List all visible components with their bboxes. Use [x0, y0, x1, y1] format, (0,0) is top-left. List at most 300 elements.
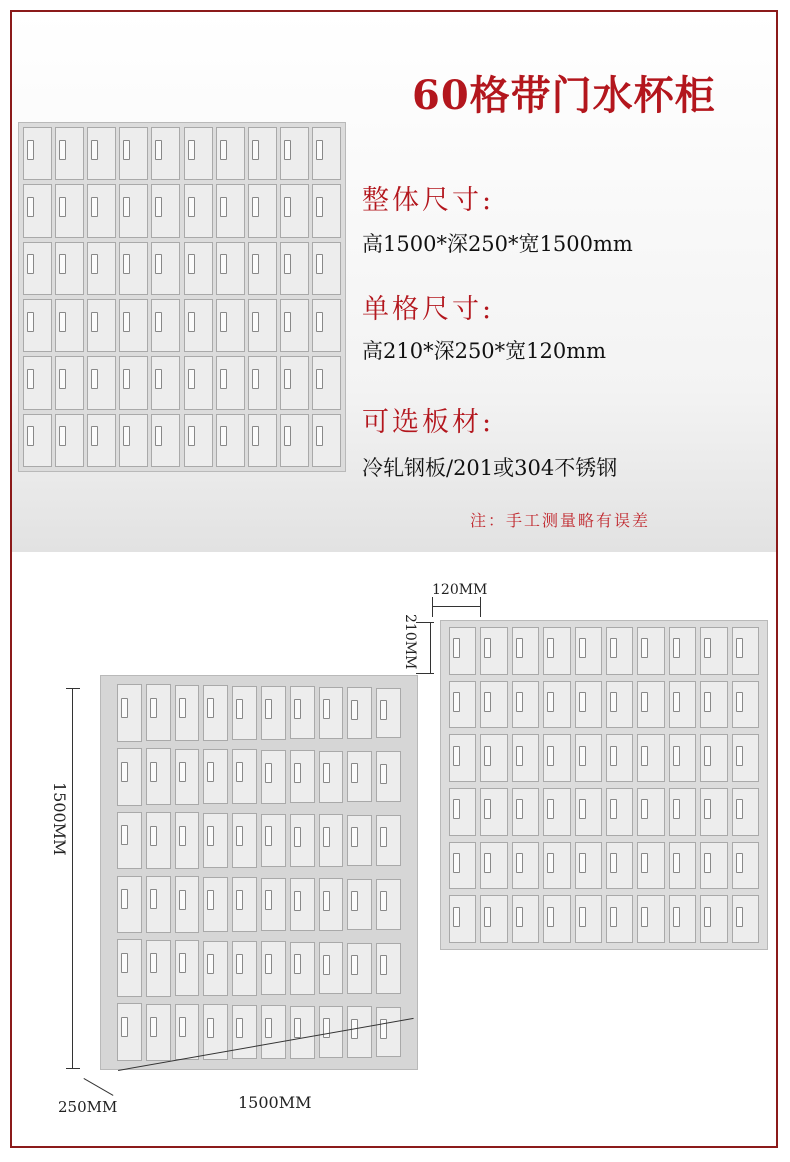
locker-door — [637, 788, 664, 836]
door-handle-icon — [236, 826, 243, 846]
locker-door — [117, 748, 142, 806]
door-handle-icon — [236, 954, 243, 974]
locker-door — [184, 414, 213, 467]
door-handle-icon — [59, 197, 66, 217]
locker-door — [248, 356, 277, 409]
door-handle-icon — [155, 140, 162, 160]
door-handle-icon — [316, 369, 323, 389]
door-handle-icon — [610, 799, 617, 819]
locker-door — [449, 627, 476, 675]
locker-door — [669, 627, 696, 675]
door-handle-icon — [121, 762, 128, 782]
door-handle-icon — [673, 799, 680, 819]
door-handle-icon — [516, 853, 523, 873]
locker-door — [543, 734, 570, 782]
door-handle-icon — [27, 254, 34, 274]
door-handle-icon — [484, 853, 491, 873]
locker-door — [480, 842, 507, 890]
door-handle-icon — [323, 699, 330, 719]
locker-door — [700, 788, 727, 836]
locker-door — [146, 940, 171, 997]
door-handle-icon — [610, 692, 617, 712]
locker-door — [512, 842, 539, 890]
locker-door — [55, 242, 84, 295]
door-handle-icon — [265, 699, 272, 719]
locker-door — [175, 876, 200, 932]
locker-door — [732, 895, 759, 943]
door-handle-icon — [252, 254, 259, 274]
locker-door — [280, 184, 309, 237]
door-handle-icon — [351, 700, 358, 720]
door-handle-icon — [736, 907, 743, 927]
spec-label-material: 可选板材: — [362, 407, 495, 438]
door-handle-icon — [316, 312, 323, 332]
door-handle-icon — [207, 890, 214, 910]
door-handle-icon — [453, 746, 460, 766]
locker-door — [512, 788, 539, 836]
door-handle-icon — [284, 254, 291, 274]
door-handle-icon — [252, 140, 259, 160]
door-handle-icon — [579, 799, 586, 819]
height-line — [72, 688, 73, 1068]
door-handle-icon — [220, 426, 227, 446]
door-handle-icon — [121, 698, 128, 718]
locker-door — [117, 684, 142, 742]
door-handle-icon — [236, 762, 243, 782]
door-handle-icon — [351, 763, 358, 783]
door-handle-icon — [673, 746, 680, 766]
locker-door — [146, 1004, 171, 1061]
door-handle-icon — [91, 197, 98, 217]
locker-door — [117, 812, 142, 870]
locker-door — [575, 681, 602, 729]
door-handle-icon — [188, 254, 195, 274]
locker-door — [203, 877, 228, 932]
locker-door — [119, 242, 148, 295]
locker-door — [347, 1006, 372, 1057]
door-handle-icon — [484, 799, 491, 819]
door-handle-icon — [547, 799, 554, 819]
door-handle-icon — [579, 853, 586, 873]
locker-door — [280, 356, 309, 409]
locker-door — [117, 1003, 142, 1061]
door-handle-icon — [252, 369, 259, 389]
door-handle-icon — [121, 889, 128, 909]
locker-door — [232, 877, 257, 932]
measurement-note: 注：手工测量略有误差 — [470, 511, 651, 530]
door-handle-icon — [121, 825, 128, 845]
locker-door — [606, 788, 633, 836]
door-handle-icon — [123, 426, 130, 446]
door-handle-icon — [547, 638, 554, 658]
cell-width-tick-left — [432, 597, 433, 617]
locker-door — [216, 184, 245, 237]
locker-door — [119, 299, 148, 352]
depth-label: 250MM — [58, 1098, 118, 1116]
door-handle-icon — [547, 746, 554, 766]
door-handle-icon — [252, 312, 259, 332]
locker-door — [543, 627, 570, 675]
locker-door — [117, 876, 142, 934]
door-handle-icon — [236, 1018, 243, 1038]
locker-door — [216, 299, 245, 352]
locker-door — [175, 940, 200, 996]
door-handle-icon — [265, 826, 272, 846]
locker-door — [203, 685, 228, 740]
height-tick-bottom — [66, 1068, 80, 1069]
locker-door — [480, 734, 507, 782]
locker-door — [248, 299, 277, 352]
locker-door — [732, 681, 759, 729]
locker-door — [319, 687, 344, 739]
cell-height-tick-top — [416, 622, 434, 623]
door-handle-icon — [323, 1018, 330, 1038]
door-handle-icon — [316, 140, 323, 160]
door-handle-icon — [252, 426, 259, 446]
locker-door — [376, 815, 401, 866]
door-handle-icon — [59, 369, 66, 389]
door-handle-icon — [265, 890, 272, 910]
door-handle-icon — [59, 312, 66, 332]
door-handle-icon — [484, 907, 491, 927]
locker-door — [312, 356, 341, 409]
door-handle-icon — [155, 369, 162, 389]
locker-door — [347, 879, 372, 930]
locker-door — [184, 127, 213, 180]
locker-door — [700, 842, 727, 890]
door-handle-icon — [453, 692, 460, 712]
door-handle-icon — [673, 853, 680, 873]
door-handle-icon — [704, 746, 711, 766]
locker-door — [203, 941, 228, 996]
cabinet-front-view — [18, 122, 346, 472]
locker-door — [87, 299, 116, 352]
door-handle-icon — [284, 197, 291, 217]
locker-door — [232, 749, 257, 804]
locker-door — [637, 734, 664, 782]
locker-door — [184, 299, 213, 352]
door-handle-icon — [351, 891, 358, 911]
height-label: 1500MM — [50, 782, 69, 856]
locker-door — [203, 749, 228, 804]
locker-door — [543, 895, 570, 943]
locker-door — [543, 788, 570, 836]
locker-door — [290, 1006, 315, 1059]
door-handle-icon — [380, 764, 387, 784]
door-handle-icon — [351, 955, 358, 975]
door-handle-icon — [294, 699, 301, 719]
door-handle-icon — [91, 312, 98, 332]
locker-door — [55, 184, 84, 237]
door-handle-icon — [155, 312, 162, 332]
cabinet-perspective-view — [100, 675, 418, 1070]
door-handle-icon — [284, 312, 291, 332]
locker-door — [184, 356, 213, 409]
locker-door — [449, 842, 476, 890]
door-handle-icon — [179, 698, 186, 718]
door-handle-icon — [736, 746, 743, 766]
locker-door — [376, 751, 401, 802]
door-handle-icon — [252, 197, 259, 217]
locker-door — [480, 895, 507, 943]
door-handle-icon — [220, 254, 227, 274]
door-handle-icon — [704, 638, 711, 658]
locker-door — [575, 788, 602, 836]
door-handle-icon — [265, 954, 272, 974]
door-handle-icon — [207, 698, 214, 718]
door-handle-icon — [236, 890, 243, 910]
locker-door — [87, 127, 116, 180]
door-handle-icon — [294, 954, 301, 974]
door-handle-icon — [294, 1018, 301, 1038]
locker-door — [146, 812, 171, 869]
cell-width-line — [432, 606, 480, 607]
door-handle-icon — [121, 1017, 128, 1037]
locker-door — [319, 751, 344, 803]
door-handle-icon — [121, 953, 128, 973]
locker-door — [732, 788, 759, 836]
locker-door — [290, 686, 315, 739]
locker-door — [175, 812, 200, 868]
locker-door — [700, 627, 727, 675]
spec-value-cell: 高210*深250*宽120mm — [362, 339, 607, 363]
locker-door — [290, 942, 315, 995]
door-handle-icon — [179, 890, 186, 910]
door-handle-icon — [123, 197, 130, 217]
door-handle-icon — [610, 853, 617, 873]
door-handle-icon — [547, 907, 554, 927]
door-handle-icon — [123, 140, 130, 160]
locker-door — [669, 788, 696, 836]
door-handle-icon — [59, 254, 66, 274]
door-handle-icon — [673, 692, 680, 712]
locker-door — [248, 184, 277, 237]
door-handle-icon — [179, 953, 186, 973]
cell-width-label: 120MM — [432, 582, 488, 598]
locker-door — [290, 878, 315, 931]
locker-door — [312, 414, 341, 467]
locker-door — [55, 299, 84, 352]
locker-door — [280, 242, 309, 295]
locker-door — [261, 814, 286, 868]
cell-height-tick-bottom — [416, 673, 434, 674]
locker-door — [732, 734, 759, 782]
locker-door — [175, 1004, 200, 1060]
locker-door — [290, 814, 315, 867]
door-handle-icon — [27, 197, 34, 217]
door-handle-icon — [188, 426, 195, 446]
locker-door — [87, 356, 116, 409]
locker-door — [280, 299, 309, 352]
locker-door — [146, 684, 171, 741]
door-handle-icon — [323, 827, 330, 847]
door-handle-icon — [207, 954, 214, 974]
locker-door — [23, 414, 52, 467]
door-handle-icon — [91, 426, 98, 446]
cell-height-line — [430, 622, 431, 674]
door-handle-icon — [453, 907, 460, 927]
locker-door — [55, 356, 84, 409]
locker-door — [280, 127, 309, 180]
locker-door — [248, 414, 277, 467]
locker-door — [117, 939, 142, 997]
door-handle-icon — [91, 254, 98, 274]
locker-door — [261, 1005, 286, 1059]
locker-door — [347, 687, 372, 738]
door-handle-icon — [207, 826, 214, 846]
door-handle-icon — [155, 426, 162, 446]
door-handle-icon — [220, 369, 227, 389]
door-handle-icon — [284, 426, 291, 446]
door-handle-icon — [150, 1017, 157, 1037]
door-handle-icon — [516, 692, 523, 712]
locker-door — [669, 681, 696, 729]
door-handle-icon — [453, 853, 460, 873]
door-handle-icon — [704, 907, 711, 927]
locker-door — [119, 127, 148, 180]
door-handle-icon — [27, 369, 34, 389]
locker-door — [184, 242, 213, 295]
locker-door — [119, 184, 148, 237]
locker-door — [146, 748, 171, 805]
door-handle-icon — [316, 197, 323, 217]
locker-door — [575, 627, 602, 675]
door-handle-icon — [516, 746, 523, 766]
locker-door — [449, 734, 476, 782]
locker-door — [512, 895, 539, 943]
locker-door — [216, 356, 245, 409]
locker-door — [512, 681, 539, 729]
locker-door — [449, 681, 476, 729]
locker-door — [606, 734, 633, 782]
locker-door — [23, 356, 52, 409]
door-handle-icon — [316, 426, 323, 446]
door-handle-icon — [123, 312, 130, 332]
locker-door — [575, 734, 602, 782]
locker-door — [146, 876, 171, 933]
locker-door — [347, 943, 372, 994]
spec-value-material: 冷轧钢板/201或304不锈钢 — [362, 456, 618, 480]
door-handle-icon — [123, 369, 130, 389]
cell-width-tick-right — [480, 597, 481, 617]
locker-door — [248, 127, 277, 180]
door-handle-icon — [516, 799, 523, 819]
door-handle-icon — [59, 426, 66, 446]
door-handle-icon — [188, 197, 195, 217]
locker-door — [606, 681, 633, 729]
locker-door — [312, 184, 341, 237]
door-handle-icon — [579, 638, 586, 658]
locker-door — [637, 627, 664, 675]
locker-door — [216, 242, 245, 295]
door-handle-icon — [294, 763, 301, 783]
door-handle-icon — [641, 907, 648, 927]
locker-door — [449, 788, 476, 836]
locker-door — [376, 879, 401, 930]
door-handle-icon — [453, 638, 460, 658]
door-handle-icon — [453, 799, 460, 819]
door-handle-icon — [704, 799, 711, 819]
locker-door — [347, 815, 372, 866]
door-handle-icon — [150, 889, 157, 909]
locker-door — [575, 842, 602, 890]
door-handle-icon — [91, 369, 98, 389]
door-handle-icon — [641, 853, 648, 873]
locker-door — [87, 242, 116, 295]
locker-door — [151, 414, 180, 467]
locker-door — [216, 414, 245, 467]
locker-door — [261, 878, 286, 932]
page-title: 60格带门水杯柜 — [412, 72, 716, 119]
locker-door — [319, 878, 344, 930]
door-handle-icon — [316, 254, 323, 274]
locker-door — [23, 242, 52, 295]
locker-door — [543, 681, 570, 729]
locker-door — [637, 842, 664, 890]
door-handle-icon — [380, 891, 387, 911]
door-handle-icon — [27, 426, 34, 446]
locker-door — [700, 895, 727, 943]
door-handle-icon — [220, 312, 227, 332]
door-handle-icon — [207, 1018, 214, 1038]
door-handle-icon — [579, 907, 586, 927]
locker-door — [376, 688, 401, 739]
door-handle-icon — [188, 369, 195, 389]
locker-door — [700, 734, 727, 782]
locker-door — [151, 184, 180, 237]
locker-door — [261, 686, 286, 740]
door-handle-icon — [736, 692, 743, 712]
door-handle-icon — [704, 853, 711, 873]
door-handle-icon — [91, 140, 98, 160]
door-handle-icon — [736, 638, 743, 658]
door-handle-icon — [150, 826, 157, 846]
door-handle-icon — [188, 312, 195, 332]
door-handle-icon — [150, 762, 157, 782]
door-handle-icon — [207, 762, 214, 782]
door-handle-icon — [484, 638, 491, 658]
locker-door — [203, 813, 228, 868]
locker-door — [290, 750, 315, 803]
spec-value-overall: 高1500*深250*宽1500mm — [362, 232, 633, 256]
door-handle-icon — [323, 955, 330, 975]
locker-door — [261, 750, 286, 804]
locker-door — [232, 686, 257, 741]
locker-door — [55, 127, 84, 180]
locker-door — [637, 895, 664, 943]
door-handle-icon — [641, 799, 648, 819]
locker-door — [23, 184, 52, 237]
locker-door — [319, 942, 344, 994]
locker-door — [637, 681, 664, 729]
door-handle-icon — [179, 826, 186, 846]
door-handle-icon — [123, 254, 130, 274]
locker-door — [175, 749, 200, 805]
door-handle-icon — [704, 692, 711, 712]
locker-door — [732, 627, 759, 675]
locker-door — [480, 627, 507, 675]
door-handle-icon — [736, 853, 743, 873]
locker-door — [319, 814, 344, 866]
spec-label-overall: 整体尺寸: — [362, 185, 495, 216]
locker-door — [480, 788, 507, 836]
locker-door — [480, 681, 507, 729]
door-handle-icon — [547, 853, 554, 873]
locker-door — [669, 842, 696, 890]
locker-door — [312, 242, 341, 295]
door-handle-icon — [673, 638, 680, 658]
door-handle-icon — [484, 692, 491, 712]
